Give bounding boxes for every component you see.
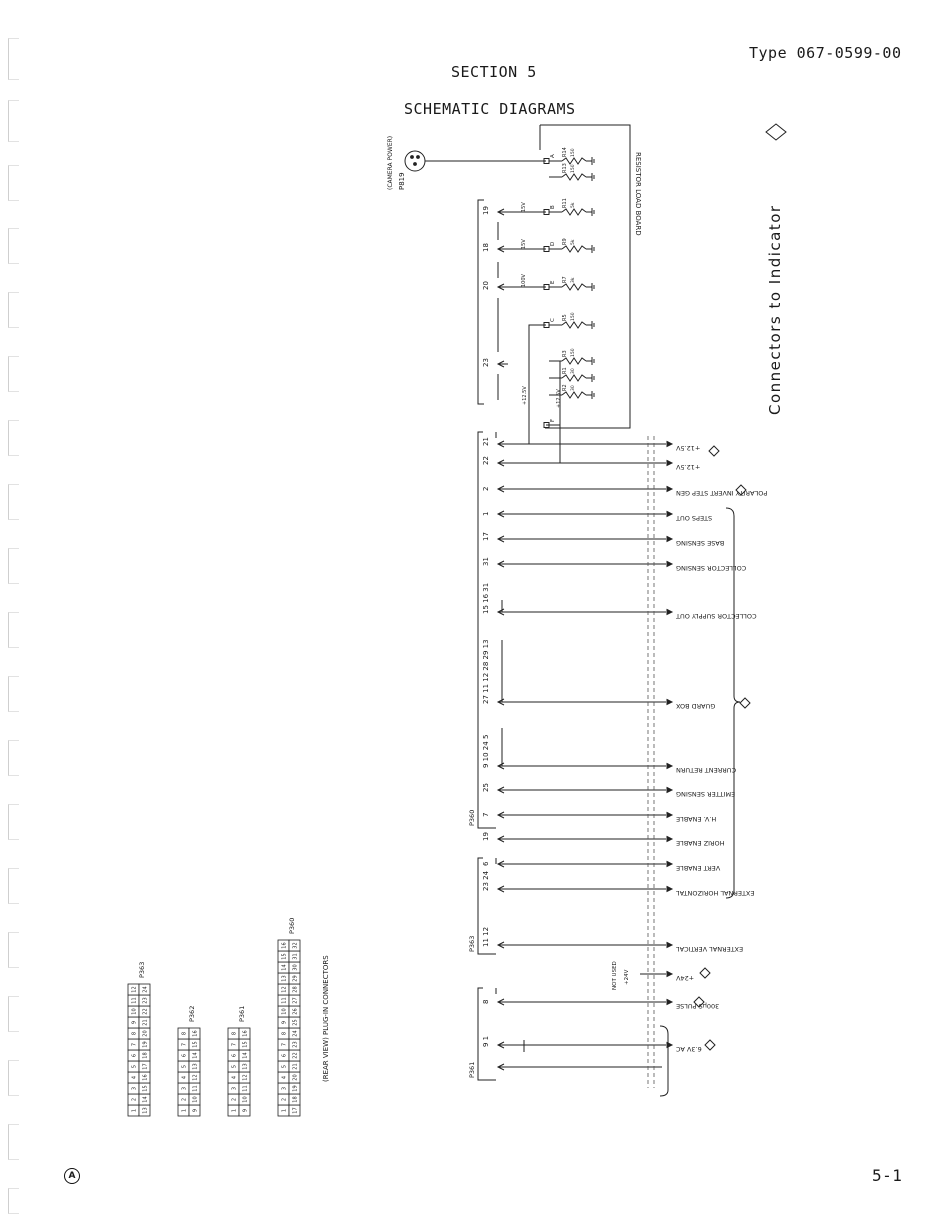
resistor-value: 3k <box>571 277 576 283</box>
connector-face-label: P363 <box>138 961 146 978</box>
board-outline <box>540 125 630 428</box>
pin-cell-number: 10 <box>131 1008 138 1015</box>
pin-number: 20 <box>482 281 490 290</box>
signal-label: CURRENT RETURN <box>676 766 737 774</box>
pin-cell-number: 8 <box>181 1031 188 1036</box>
camera-plug-name: P819 <box>398 172 406 190</box>
pin-cell-number: 30 <box>292 964 299 971</box>
pin-cell-number: 3 <box>281 1086 288 1091</box>
pin-cell-number: 10 <box>281 1008 288 1015</box>
pin-cell-number: 7 <box>181 1042 188 1047</box>
pin-cell-number: 5 <box>231 1064 238 1069</box>
pin-cell-number: 26 <box>292 1008 299 1015</box>
arrow-head <box>667 610 672 615</box>
pin-number: 21 <box>482 437 490 446</box>
pin-cell-number: 28 <box>292 986 299 993</box>
ground-symbol <box>586 391 594 399</box>
arrow-head <box>667 862 672 867</box>
pin-cell-number: 1 <box>231 1108 238 1113</box>
signal-label: VERT ENABLE <box>676 864 721 872</box>
side-title: Connectors to Indicator <box>766 204 784 415</box>
pin-cell-number: 19 <box>142 1041 149 1048</box>
pin-cell-number: 19 <box>292 1085 299 1092</box>
pin-number: 8 <box>482 999 490 1004</box>
not-used-note: NOT USED <box>612 961 618 990</box>
signal-label: EMITTER SENSING <box>676 790 736 798</box>
pin-cell-number: 11 <box>131 997 138 1004</box>
pin-number: 23 <box>482 358 490 367</box>
pin-cell-number: 14 <box>281 964 288 971</box>
arrow-head <box>667 487 672 492</box>
connector-label: P361 <box>468 1061 476 1078</box>
board-nodes <box>544 154 556 428</box>
signal-label: 6.3V AC <box>676 1045 702 1053</box>
resistor-name: R13 <box>562 163 568 173</box>
resistor-value: 30 <box>571 385 576 391</box>
pin-cell-number: 1 <box>281 1108 288 1113</box>
rail-label: +12.5V <box>522 386 528 405</box>
pin-cell-number: 15 <box>142 1085 149 1092</box>
pin-cell-number: 3 <box>181 1086 188 1091</box>
pin-number: 1 <box>482 511 490 516</box>
pin-cell-number: 18 <box>292 1096 299 1103</box>
connector-frame <box>478 200 484 404</box>
reference-diamond <box>740 698 750 708</box>
pin-cell-number: 20 <box>142 1030 149 1037</box>
node-label: C <box>550 318 556 322</box>
connector-label: P360 <box>468 809 476 826</box>
pin-cell-number: 4 <box>231 1075 238 1080</box>
resistor-symbol <box>562 246 586 252</box>
pin-cell-number: 6 <box>181 1053 188 1058</box>
signal-label: +12.5V <box>676 444 701 452</box>
pin-cell-number: 17 <box>292 1107 299 1114</box>
pin-cell-number: 12 <box>131 986 138 993</box>
pin-number: 6 <box>482 861 490 866</box>
arrow-head <box>667 837 672 842</box>
connector-face-label: P361 <box>238 1005 246 1022</box>
plug-pin <box>414 163 417 166</box>
board-resistors <box>549 147 594 425</box>
ground-symbol <box>586 173 594 181</box>
pin-cell-number: 29 <box>292 975 299 982</box>
node-label: E <box>550 280 556 284</box>
resistor-load-board <box>540 125 630 428</box>
resistor-value: 30 <box>571 368 576 374</box>
signal-label: STEPS OUT <box>676 514 713 522</box>
ground-symbol <box>586 283 594 291</box>
pin-cell-number: 11 <box>281 997 288 1004</box>
plus24-note: +24V <box>624 969 630 985</box>
pin-cell-number: 6 <box>281 1053 288 1058</box>
pin-number: 31 <box>482 557 490 566</box>
signal-label: GUARD BOX <box>676 702 716 710</box>
resistor-name: R1 <box>562 367 568 374</box>
pin-number: 27 11 12 28 29 13 <box>482 639 490 704</box>
resistor-symbol <box>562 392 586 398</box>
pin-cell-number: 16 <box>281 942 288 949</box>
pin-number: 11 12 <box>482 926 490 947</box>
pin-number: 17 <box>482 532 490 541</box>
signal-label: H.V. ENABLE <box>676 815 717 823</box>
pin-cell-number: 21 <box>142 1019 149 1026</box>
pin-cell-number: 6 <box>231 1053 238 1058</box>
pin-cell-number: 7 <box>281 1042 288 1047</box>
pin-cell-number: 27 <box>292 997 299 1004</box>
pin-cell-number: 2 <box>281 1097 288 1102</box>
signal-label: +12.5V <box>676 463 701 471</box>
arrow-head <box>667 562 672 567</box>
pin-cell-number: 4 <box>181 1075 188 1080</box>
connector-face-label: P362 <box>188 1005 196 1022</box>
ground-symbol <box>586 245 594 253</box>
pin-cell-number: 20 <box>292 1074 299 1081</box>
pin-cell-number: 15 <box>242 1041 249 1048</box>
node-label: A <box>550 154 556 158</box>
pin-cell-number: 24 <box>292 1030 299 1037</box>
resistor-symbol <box>562 174 586 180</box>
arrow-head <box>667 1000 672 1005</box>
node-label: F <box>550 418 556 422</box>
pin-cell-number: 16 <box>142 1074 149 1081</box>
pin-number: 9 10 24 5 <box>482 734 490 768</box>
pin-cell-number: 9 <box>131 1020 138 1025</box>
reference-diamond <box>705 1040 715 1050</box>
resistor-value: 5k <box>571 202 576 208</box>
connector-face-label: P360 <box>288 917 296 934</box>
pin-number: 7 <box>482 812 490 817</box>
resistor-value: 150 <box>571 148 576 157</box>
bracket <box>660 1026 668 1096</box>
pin-cell-number: 5 <box>131 1064 138 1069</box>
page-number: 5-1 <box>872 1166 903 1185</box>
resistor-symbol <box>562 375 586 381</box>
pin-number: 22 <box>482 456 490 465</box>
resistor-name: R3 <box>562 350 568 357</box>
resistor-name: R5 <box>562 314 568 321</box>
pin-cell-number: 25 <box>292 1019 299 1026</box>
reference-diamond <box>766 124 786 140</box>
arrow-head <box>667 764 672 769</box>
resistor-name: R2 <box>562 384 568 391</box>
signal-label: BASE SENSING <box>676 539 725 547</box>
pin-cell-number: 17 <box>142 1063 149 1070</box>
signal-label: POLARITY INVERT STEP GEN <box>676 489 768 497</box>
pin-number: 15 16 31 <box>482 582 490 614</box>
board-label: RESISTOR LOAD BOARD <box>634 152 642 236</box>
rail-label: 15V <box>521 239 527 249</box>
pin-cell-number: 2 <box>231 1097 238 1102</box>
resistor-name: R7 <box>562 276 568 283</box>
resistor-symbol <box>562 158 586 164</box>
pin-cell-number: 5 <box>281 1064 288 1069</box>
signal-label: EXTERNAL VERTICAL <box>676 945 744 953</box>
resistor-symbol <box>562 322 586 328</box>
resistor-name: R14 <box>562 147 568 157</box>
pin-cell-number: 31 <box>292 953 299 960</box>
signal-label: COLLECTOR SUPPLY OUT <box>676 612 757 620</box>
arrow-head <box>667 788 672 793</box>
node-label: B <box>550 205 556 209</box>
pin-cell-number: 9 <box>281 1020 288 1025</box>
pin-cell-number: 8 <box>231 1031 238 1036</box>
resistor-symbol <box>562 358 586 364</box>
resistor-name: R11 <box>562 198 568 208</box>
pin-cell-number: 7 <box>131 1042 138 1047</box>
pin-cell-number: 3 <box>131 1086 138 1091</box>
pin-cell-number: 13 <box>192 1063 199 1070</box>
connector-faces-caption: (REAR VIEW) PLUG-IN CONNECTORS <box>322 955 330 1082</box>
connector-label: P363 <box>468 935 476 952</box>
ground-symbol <box>586 357 594 365</box>
pin-cell-number: 16 <box>192 1030 199 1037</box>
pin-cell-number: 13 <box>142 1107 149 1114</box>
pin-cell-number: 3 <box>231 1086 238 1091</box>
rail-label: 100V <box>521 274 527 287</box>
pin-cell-number: 23 <box>292 1041 299 1048</box>
signal-label: COLLECTOR SENSING <box>676 564 747 572</box>
pin-cell-number: 32 <box>292 942 299 949</box>
pin-cell-number: 10 <box>192 1096 199 1103</box>
pin-cell-number: 4 <box>281 1075 288 1080</box>
pin-cell-number: 12 <box>192 1074 199 1081</box>
section-heading: SECTION 5 <box>451 63 537 81</box>
pin-cell-number: 16 <box>242 1030 249 1037</box>
pin-number: 18 <box>482 243 490 252</box>
ground-symbol <box>586 374 594 382</box>
plug-pin <box>417 156 420 159</box>
node-label: D <box>550 241 556 246</box>
arrow-head <box>667 442 672 447</box>
arrow-head <box>667 972 672 977</box>
pin-cell-number: 14 <box>242 1052 249 1059</box>
pin-number: 23 24 <box>482 870 490 891</box>
arrow-head <box>667 537 672 542</box>
resistor-symbol <box>562 284 586 290</box>
pin-cell-number: 4 <box>131 1075 138 1080</box>
pin-cell-number: 11 <box>242 1085 249 1092</box>
ground-symbol <box>586 157 594 165</box>
pin-cell-number: 6 <box>131 1053 138 1058</box>
reference-diamond <box>700 968 710 978</box>
pin-cell-number: 11 <box>192 1085 199 1092</box>
resistor-value: 150 <box>571 348 576 357</box>
pin-cell-number: 8 <box>281 1031 288 1036</box>
resistor-value: 5k <box>571 239 576 245</box>
arrow-head <box>667 700 672 705</box>
pin-number: 19 <box>482 832 490 841</box>
pin-cell-number: 5 <box>181 1064 188 1069</box>
pin-cell-number: 22 <box>292 1052 299 1059</box>
rail-label: 15V <box>521 202 527 212</box>
pin-cell-number: 23 <box>142 997 149 1004</box>
pin-cell-number: 13 <box>242 1063 249 1070</box>
pin-cell-number: 15 <box>192 1041 199 1048</box>
signal-label: +24V <box>676 974 695 982</box>
camera-plug <box>405 151 546 171</box>
rail-wire <box>529 325 546 444</box>
pin-cell-number: 14 <box>142 1096 149 1103</box>
pin-cell-number: 21 <box>292 1063 299 1070</box>
pin-cell-number: 7 <box>231 1042 238 1047</box>
arrow-head <box>667 512 672 517</box>
resistor-name: R9 <box>562 238 568 245</box>
pin-cell-number: 18 <box>142 1052 149 1059</box>
pin-cell-number: 14 <box>192 1052 199 1059</box>
pin-cell-number: 12 <box>281 986 288 993</box>
ground-symbol <box>586 321 594 329</box>
ground-symbol <box>586 208 594 216</box>
connector-faces <box>128 918 300 1116</box>
rail-label: +12.5V <box>556 389 562 408</box>
signal-label: 300µS PULSE <box>676 1002 720 1010</box>
pin-cell-number: 15 <box>281 953 288 960</box>
pin-number: 25 <box>482 783 490 792</box>
pin-cell-number: 8 <box>131 1031 138 1036</box>
pin-cell-number: 2 <box>131 1097 138 1102</box>
pin-number: 9 1 <box>482 1035 490 1047</box>
pin-cell-number: 2 <box>181 1097 188 1102</box>
pin-cell-number: 1 <box>181 1108 188 1113</box>
arrow-head <box>667 813 672 818</box>
resistor-symbol <box>562 209 586 215</box>
camera-plug-body <box>405 151 425 171</box>
resistor-value: 150 <box>571 312 576 321</box>
document-type: Type 067-0599-00 <box>749 44 902 62</box>
pin-cell-number: 13 <box>281 975 288 982</box>
arrow-head <box>667 943 672 948</box>
arrow-head <box>667 461 672 466</box>
pin-cell-number: 1 <box>131 1108 138 1113</box>
pin-number: 19 <box>482 206 490 215</box>
reference-diamond <box>709 446 719 456</box>
plug-pin <box>411 156 414 159</box>
pin-cell-number: 24 <box>142 986 149 993</box>
page-title: SCHEMATIC DIAGRAMS <box>404 100 576 118</box>
revision-mark: A <box>64 1168 80 1184</box>
camera-label: (CAMERA POWER) <box>387 135 394 190</box>
dashed-bundle <box>648 436 654 1088</box>
pin-cell-number: 9 <box>192 1108 199 1113</box>
arrow-head <box>667 887 672 892</box>
resistor-value: 150 <box>571 164 576 173</box>
pin-cell-number: 22 <box>142 1008 149 1015</box>
pin-cell-number: 10 <box>242 1096 249 1103</box>
signal-label: HORIZ ENABLE <box>676 839 725 847</box>
pin-cell-number: 9 <box>242 1108 249 1113</box>
signal-label: EXTERNAL HORIZONTAL <box>676 889 755 897</box>
pin-cell-number: 12 <box>242 1074 249 1081</box>
pin-number: 2 <box>482 486 490 491</box>
